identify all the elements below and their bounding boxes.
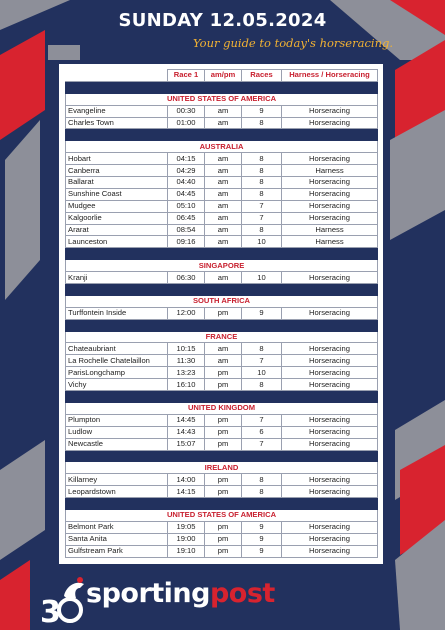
- races-count-cell: 6: [242, 426, 282, 438]
- section-separator: [66, 284, 378, 296]
- table-row: [66, 307, 378, 319]
- ampm-cell: am: [205, 355, 242, 367]
- venue-cell: Ararat: [66, 224, 168, 236]
- race-type-cell: Horseracing: [282, 188, 378, 200]
- table-row: [66, 117, 378, 129]
- race-type-cell: Horseracing: [282, 343, 378, 355]
- column-header-race1: Race 1: [168, 70, 205, 82]
- race1-time-cell: 06:30: [168, 272, 205, 284]
- ampm-cell: am: [205, 272, 242, 284]
- race1-time-cell: 19:00: [168, 533, 205, 545]
- race-type-cell: Horseracing: [282, 474, 378, 486]
- race1-time-cell: 12:00: [168, 307, 205, 319]
- table-row: [66, 105, 378, 117]
- ampm-cell: pm: [205, 545, 242, 557]
- race1-time-cell: 14:43: [168, 426, 205, 438]
- races-count-cell: 9: [242, 545, 282, 557]
- venue-cell: ParisLongchamp: [66, 367, 168, 379]
- region-header-row: [66, 402, 378, 414]
- venue-cell: Gulfstream Park: [66, 545, 168, 557]
- venue-cell: Evangeline: [66, 105, 168, 117]
- venue-cell: La Rochelle Chatelaillon: [66, 355, 168, 367]
- venue-cell: Sunshine Coast: [66, 188, 168, 200]
- ampm-cell: am: [205, 165, 242, 177]
- ampm-cell: am: [205, 212, 242, 224]
- table-row: [66, 355, 378, 367]
- race1-time-cell: 04:45: [168, 188, 205, 200]
- races-count-cell: 7: [242, 414, 282, 426]
- race1-time-cell: 04:15: [168, 153, 205, 165]
- venue-cell: Plumpton: [66, 414, 168, 426]
- race-type-cell: Horseracing: [282, 177, 378, 189]
- ampm-cell: pm: [205, 533, 242, 545]
- races-count-cell: 8: [242, 188, 282, 200]
- ampm-cell: am: [205, 188, 242, 200]
- racing-schedule-card: [59, 64, 383, 564]
- region-name: UNITED STATES OF AMERICA: [66, 93, 378, 105]
- region-header-row: [66, 141, 378, 153]
- table-row: [66, 272, 378, 284]
- table-row: [66, 474, 378, 486]
- race1-time-cell: 19:10: [168, 545, 205, 557]
- table-row: [66, 521, 378, 533]
- separator-cell: [66, 498, 378, 510]
- sporting-post-logo-icon: [40, 574, 88, 626]
- table-row: [66, 438, 378, 450]
- race-type-cell: Harness: [282, 224, 378, 236]
- race-type-cell: Horseracing: [282, 153, 378, 165]
- race-type-cell: Horseracing: [282, 414, 378, 426]
- race1-time-cell: 00:30: [168, 105, 205, 117]
- separator-cell: [66, 284, 378, 296]
- races-count-cell: 7: [242, 355, 282, 367]
- column-header-ampm: am/pm: [205, 70, 242, 82]
- region-header-row: [66, 93, 378, 105]
- race1-time-cell: 11:30: [168, 355, 205, 367]
- header-blank: [66, 70, 168, 82]
- table-row: [66, 414, 378, 426]
- separator-cell: [66, 391, 378, 403]
- races-count-cell: 7: [242, 212, 282, 224]
- race1-time-cell: 15:07: [168, 438, 205, 450]
- race-type-cell: Horseracing: [282, 486, 378, 498]
- table-row: [66, 367, 378, 379]
- race1-time-cell: 14:00: [168, 474, 205, 486]
- svg-text:3: 3: [40, 595, 61, 626]
- ampm-cell: am: [205, 236, 242, 248]
- schedule-body: [66, 81, 378, 557]
- section-separator: [66, 391, 378, 403]
- table-row: [66, 177, 378, 189]
- ampm-cell: am: [205, 224, 242, 236]
- region-header-row: [66, 462, 378, 474]
- race-type-cell: Horseracing: [282, 200, 378, 212]
- venue-cell: Charles Town: [66, 117, 168, 129]
- table-row: [66, 426, 378, 438]
- region-name: SINGAPORE: [66, 260, 378, 272]
- race1-time-cell: 14:45: [168, 414, 205, 426]
- table-row: [66, 379, 378, 391]
- race-type-cell: Horseracing: [282, 545, 378, 557]
- column-header-races: Races: [242, 70, 282, 82]
- venue-cell: Launceston: [66, 236, 168, 248]
- race1-time-cell: 14:15: [168, 486, 205, 498]
- race-type-cell: Horseracing: [282, 367, 378, 379]
- race1-time-cell: 19:05: [168, 521, 205, 533]
- race1-time-cell: 01:00: [168, 117, 205, 129]
- table-row: [66, 212, 378, 224]
- ampm-cell: pm: [205, 438, 242, 450]
- table-row: [66, 236, 378, 248]
- races-count-cell: 8: [242, 165, 282, 177]
- races-count-cell: 7: [242, 200, 282, 212]
- races-count-cell: 8: [242, 177, 282, 189]
- race1-time-cell: 04:29: [168, 165, 205, 177]
- race-type-cell: Horseracing: [282, 426, 378, 438]
- ampm-cell: am: [205, 153, 242, 165]
- table-row: [66, 486, 378, 498]
- ampm-cell: am: [205, 117, 242, 129]
- ampm-cell: pm: [205, 414, 242, 426]
- region-header-row: [66, 295, 378, 307]
- venue-cell: Hobart: [66, 153, 168, 165]
- region-name: UNITED STATES OF AMERICA: [66, 509, 378, 521]
- table-row: [66, 200, 378, 212]
- races-count-cell: 8: [242, 117, 282, 129]
- race-type-cell: Horseracing: [282, 212, 378, 224]
- race1-time-cell: 06:45: [168, 212, 205, 224]
- races-count-cell: 7: [242, 438, 282, 450]
- region-header-row: [66, 509, 378, 521]
- races-count-cell: 10: [242, 367, 282, 379]
- region-name: FRANCE: [66, 331, 378, 343]
- races-count-cell: 9: [242, 307, 282, 319]
- race-type-cell: Horseracing: [282, 272, 378, 284]
- race-type-cell: Horseracing: [282, 307, 378, 319]
- ampm-cell: pm: [205, 474, 242, 486]
- races-count-cell: 8: [242, 474, 282, 486]
- race-type-cell: Harness: [282, 165, 378, 177]
- races-count-cell: 8: [242, 343, 282, 355]
- venue-cell: Ludlow: [66, 426, 168, 438]
- race-type-cell: Horseracing: [282, 117, 378, 129]
- region-name: SOUTH AFRICA: [66, 295, 378, 307]
- race-type-cell: Horseracing: [282, 355, 378, 367]
- venue-cell: Newcastle: [66, 438, 168, 450]
- separator-cell: [66, 129, 378, 141]
- race-type-cell: Horseracing: [282, 438, 378, 450]
- separator-cell: [66, 319, 378, 331]
- venue-cell: Leopardstown: [66, 486, 168, 498]
- separator-cell: [66, 450, 378, 462]
- ampm-cell: am: [205, 200, 242, 212]
- venue-cell: Kranji: [66, 272, 168, 284]
- region-name: AUSTRALIA: [66, 141, 378, 153]
- race-type-cell: Harness: [282, 236, 378, 248]
- races-count-cell: 9: [242, 533, 282, 545]
- separator-cell: [66, 81, 378, 93]
- section-separator: [66, 450, 378, 462]
- ampm-cell: pm: [205, 379, 242, 391]
- region-header-row: [66, 331, 378, 343]
- separator-cell: [66, 248, 378, 260]
- race1-time-cell: 05:10: [168, 200, 205, 212]
- races-count-cell: 8: [242, 379, 282, 391]
- section-separator: [66, 248, 378, 260]
- racing-schedule-table: [65, 69, 378, 558]
- race-type-cell: Horseracing: [282, 379, 378, 391]
- ampm-cell: pm: [205, 426, 242, 438]
- races-count-cell: 10: [242, 272, 282, 284]
- table-row: [66, 533, 378, 545]
- ampm-cell: pm: [205, 521, 242, 533]
- venue-cell: Canberra: [66, 165, 168, 177]
- venue-cell: Ballarat: [66, 177, 168, 189]
- table-row: [66, 224, 378, 236]
- table-row: [66, 343, 378, 355]
- races-count-cell: 10: [242, 236, 282, 248]
- column-header-type: Harness / Horseracing: [282, 70, 378, 82]
- section-separator: [66, 129, 378, 141]
- section-separator: [66, 319, 378, 331]
- page-subtitle: Your guide to today's horseracing.: [193, 36, 393, 50]
- race-type-cell: Horseracing: [282, 521, 378, 533]
- logo-text-part1: sporting: [86, 578, 210, 609]
- sporting-post-logo-text: [86, 578, 275, 609]
- race1-time-cell: 10:15: [168, 343, 205, 355]
- section-separator: [66, 498, 378, 510]
- venue-cell: Vichy: [66, 379, 168, 391]
- race-type-cell: Horseracing: [282, 105, 378, 117]
- region-name: UNITED KINGDOM: [66, 402, 378, 414]
- venue-cell: Belmont Park: [66, 521, 168, 533]
- races-count-cell: 8: [242, 486, 282, 498]
- venue-cell: Killarney: [66, 474, 168, 486]
- table-row: [66, 165, 378, 177]
- races-count-cell: 9: [242, 521, 282, 533]
- race1-time-cell: 13:23: [168, 367, 205, 379]
- race1-time-cell: 04:40: [168, 177, 205, 189]
- venue-cell: Turffontein Inside: [66, 307, 168, 319]
- ampm-cell: am: [205, 343, 242, 355]
- region-header-row: [66, 260, 378, 272]
- race1-time-cell: 09:16: [168, 236, 205, 248]
- race1-time-cell: 08:54: [168, 224, 205, 236]
- section-separator: [66, 81, 378, 93]
- ampm-cell: am: [205, 177, 242, 189]
- venue-cell: Kalgoorlie: [66, 212, 168, 224]
- venue-cell: Mudgee: [66, 200, 168, 212]
- race-type-cell: Horseracing: [282, 533, 378, 545]
- table-row: [66, 153, 378, 165]
- races-count-cell: 8: [242, 224, 282, 236]
- logo-text-part2: post: [209, 578, 275, 609]
- race1-time-cell: 16:10: [168, 379, 205, 391]
- ampm-cell: pm: [205, 367, 242, 379]
- page-title: SUNDAY 12.05.2024: [118, 10, 327, 31]
- table-row: [66, 188, 378, 200]
- venue-cell: Santa Anita: [66, 533, 168, 545]
- venue-cell: Chateaubriant: [66, 343, 168, 355]
- races-count-cell: 8: [242, 153, 282, 165]
- region-name: IRELAND: [66, 462, 378, 474]
- ampm-cell: am: [205, 105, 242, 117]
- races-count-cell: 9: [242, 105, 282, 117]
- ampm-cell: pm: [205, 307, 242, 319]
- table-header-row: [66, 70, 378, 82]
- ampm-cell: pm: [205, 486, 242, 498]
- table-row: [66, 545, 378, 557]
